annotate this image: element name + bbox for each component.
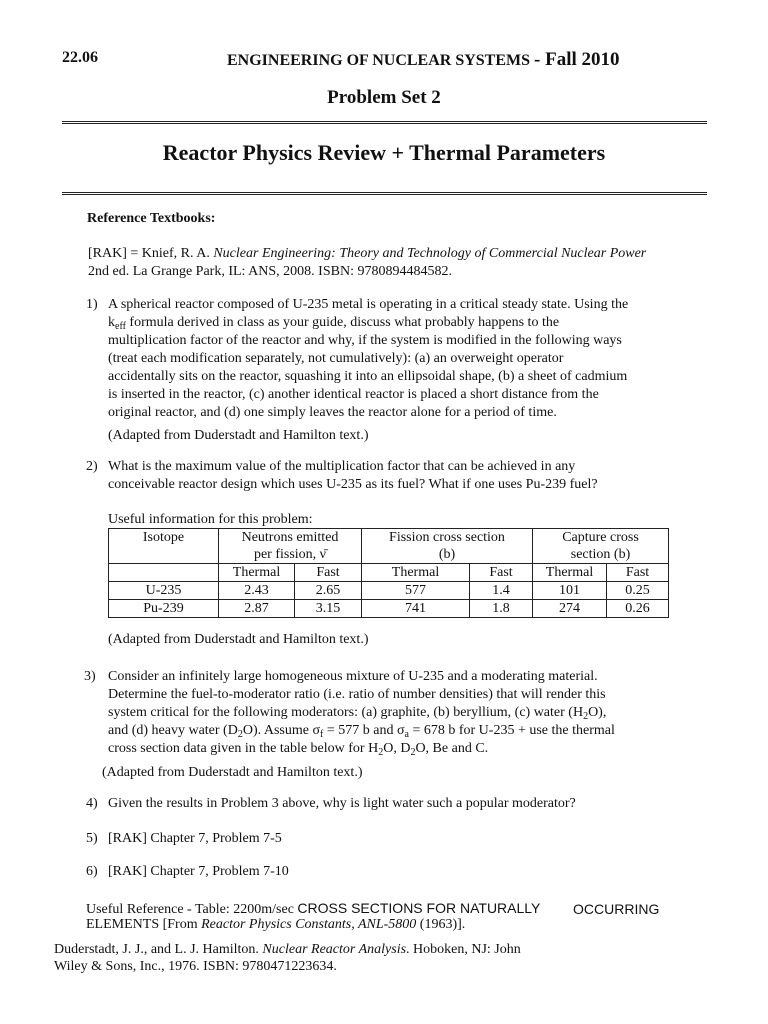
problem-3-line bbox=[108, 740, 688, 758]
line-part: = 577 b and bbox=[323, 723, 397, 738]
cell-isotope: Pu-239 bbox=[109, 600, 219, 618]
subheader-fast: Fast bbox=[295, 564, 362, 582]
subscript: a bbox=[404, 729, 409, 740]
line-part: O, Be and C. bbox=[415, 741, 489, 756]
line-part: cross section data given in the table below for H bbox=[108, 741, 379, 756]
problem-2-line: conceivable reactor design which uses U-235 as its fuel? What if one uses Pu-239 fuel? bbox=[108, 477, 598, 492]
course-name: ENGINEERING OF NUCLEAR SYSTEMS bbox=[227, 52, 531, 69]
course-number: 22.06 bbox=[62, 49, 98, 66]
useful-reference-continued: OCCURRING bbox=[573, 901, 660, 917]
table-header-neutrons: Neutrons emitted bbox=[219, 529, 362, 547]
problem-3-text bbox=[108, 668, 688, 758]
table-cell-empty bbox=[109, 564, 219, 582]
table-header-capture-unit: section (b) bbox=[533, 546, 669, 564]
table-row bbox=[109, 582, 669, 600]
rak-publication: 2nd ed. La Grange Park, IL: ANS, 2008. ISBN: 9780894484582. bbox=[88, 264, 452, 279]
cell-isotope: U-235 bbox=[109, 582, 219, 600]
title-divider bbox=[62, 192, 707, 195]
useful-reference-prefix: Useful Reference - Table: 2200m/sec bbox=[86, 902, 298, 917]
line-part: O). Assume bbox=[242, 723, 313, 738]
problem-1-text bbox=[108, 296, 688, 422]
line-part: O), bbox=[588, 705, 607, 720]
table-header-fission-unit: (b) bbox=[362, 546, 533, 564]
subscript: 2 bbox=[237, 729, 243, 740]
problem-3-line bbox=[108, 704, 688, 722]
line-part: O, D bbox=[383, 741, 411, 756]
table-intro: Useful information for this problem: bbox=[108, 512, 313, 527]
cell-nu-fast: 2.65 bbox=[295, 582, 362, 600]
sigma-symbol: σ bbox=[396, 723, 405, 738]
cell-fission-thermal: 577 bbox=[362, 582, 470, 600]
problem-1-number: 1) bbox=[86, 297, 98, 312]
cell-fission-thermal: 741 bbox=[362, 600, 470, 618]
table-header-row bbox=[109, 529, 669, 547]
problem-5-number: 5) bbox=[86, 831, 98, 846]
cell-nu-thermal: 2.87 bbox=[219, 600, 295, 618]
sigma-symbol: σ bbox=[312, 723, 320, 738]
problem-1-line: accidentally sits on the reactor, squashing it into an ellipsoidal shape, (b) a sheet of cadmium bbox=[108, 369, 628, 384]
problem-4-text: Given the results in Problem 3 above, why is light water such a popular moderator? bbox=[108, 796, 576, 811]
page-title: Reactor Physics Review + Thermal Parameters bbox=[162, 140, 606, 165]
line-part: and (d) heavy water (D bbox=[108, 723, 238, 738]
subheader-thermal: Thermal bbox=[219, 564, 295, 582]
isotope-data-table bbox=[108, 528, 669, 618]
problem-1-line bbox=[108, 314, 688, 332]
useful-reference-source bbox=[86, 916, 465, 933]
problem-set-title: Problem Set 2 bbox=[327, 87, 441, 108]
problem-1-line: A spherical reactor composed of U-235 metal is operating in a critical steady state. Using the bbox=[108, 297, 629, 312]
problem-1-line: is inserted in the reactor, (c) another identical reactor is placed a short distance from the bbox=[108, 387, 599, 402]
top-divider bbox=[62, 121, 707, 124]
duderstadt-reference bbox=[54, 941, 521, 958]
subheader-fast: Fast bbox=[470, 564, 533, 582]
problem-3-line: Consider an infinitely large homogeneous mixture of U-235 and a moderating material. bbox=[108, 669, 598, 684]
problem-2-number: 2) bbox=[86, 459, 98, 474]
k-symbol: k bbox=[108, 315, 115, 330]
table-header-capture: Capture cross bbox=[533, 529, 669, 547]
useful-reference-table: CROSS SECTIONS FOR NATURALLY bbox=[297, 900, 541, 916]
problem-2-text bbox=[108, 458, 688, 494]
table-header-neutrons-unit: per fission, ν̄ bbox=[219, 546, 362, 564]
problem-2-line: What is the maximum value of the multiplication factor that can be achieved in any bbox=[108, 459, 576, 474]
problem-3-note: (Adapted from Duderstadt and Hamilton text.) bbox=[102, 765, 363, 780]
course-title bbox=[227, 49, 620, 71]
rak-author: [RAK] = Knief, R. A. bbox=[88, 246, 214, 261]
problem-1-line-rest: formula derived in class as your guide, discuss what probably happens to the bbox=[125, 315, 560, 330]
problem-3-line bbox=[108, 722, 688, 740]
subheader-thermal: Thermal bbox=[362, 564, 470, 582]
subscript: 2 bbox=[583, 711, 589, 722]
source-title: Reactor Physics Constants, ANL-5800 bbox=[201, 917, 417, 932]
subheader-thermal: Thermal bbox=[533, 564, 607, 582]
duderstadt-reference-line2: Wiley & Sons, Inc., 1976. ISBN: 9780471223634. bbox=[54, 959, 337, 974]
cell-capture-fast: 0.25 bbox=[607, 582, 669, 600]
line-part: system critical for the following moderators: (a) graphite, (b) beryllium, (c) water (H bbox=[108, 705, 584, 720]
table-header-isotope: Isotope bbox=[109, 529, 219, 564]
problem-1-note: (Adapted from Duderstadt and Hamilton text.) bbox=[108, 428, 369, 443]
table-subheader-row bbox=[109, 564, 669, 582]
problem-2-note: (Adapted from Duderstadt and Hamilton text.) bbox=[108, 632, 369, 647]
cell-fission-fast: 1.8 bbox=[470, 600, 533, 618]
subscript: 2 bbox=[410, 747, 416, 758]
table-row bbox=[109, 600, 669, 618]
line-part: Duderstadt, J. J., and L. J. Hamilton. bbox=[54, 942, 263, 957]
problem-6-text: [RAK] Chapter 7, Problem 7-10 bbox=[108, 864, 289, 879]
line-part: ELEMENTS [From bbox=[86, 917, 202, 932]
problem-3-line: Determine the fuel-to-moderator ratio (i.e. ratio of number densities) that will render this bbox=[108, 687, 606, 702]
line-part: = 678 b for U-235 + use the thermal bbox=[408, 723, 615, 738]
line-part: (1963)]. bbox=[416, 917, 466, 932]
subscript: f bbox=[320, 729, 324, 740]
rak-reference bbox=[88, 245, 646, 263]
problem-3-number: 3) bbox=[84, 669, 96, 684]
book-title: Nuclear Reactor Analysis bbox=[262, 942, 407, 957]
subheader-fast: Fast bbox=[607, 564, 669, 582]
table-header-fission: Fission cross section bbox=[362, 529, 533, 547]
k-subscript: eff bbox=[115, 321, 126, 332]
line-part: . Hoboken, NJ: John bbox=[406, 942, 521, 957]
reference-heading: Reference Textbooks: bbox=[87, 211, 216, 226]
course-term: - Fall 2010 bbox=[534, 49, 620, 70]
cell-nu-thermal: 2.43 bbox=[219, 582, 295, 600]
cell-capture-thermal: 274 bbox=[533, 600, 607, 618]
problem-1-line: original reactor, and (d) one simply leaves the reactor alone for a period of time. bbox=[108, 405, 557, 420]
problem-4-number: 4) bbox=[86, 796, 98, 811]
problem-1-line: multiplication factor of the reactor and why, if the system is modified in the following ways bbox=[108, 333, 622, 348]
problem-1-line: (treat each modification separately, not cumulatively): (a) an overweight operator bbox=[108, 351, 564, 366]
cell-fission-fast: 1.4 bbox=[470, 582, 533, 600]
cell-nu-fast: 3.15 bbox=[295, 600, 362, 618]
rak-book-title: Nuclear Engineering: Theory and Technology of Commercial Nuclear Power bbox=[213, 246, 647, 261]
problem-6-number: 6) bbox=[86, 864, 98, 879]
cell-capture-fast: 0.26 bbox=[607, 600, 669, 618]
cell-capture-thermal: 101 bbox=[533, 582, 607, 600]
problem-5-text: [RAK] Chapter 7, Problem 7-5 bbox=[108, 831, 282, 846]
subscript: 2 bbox=[378, 747, 384, 758]
